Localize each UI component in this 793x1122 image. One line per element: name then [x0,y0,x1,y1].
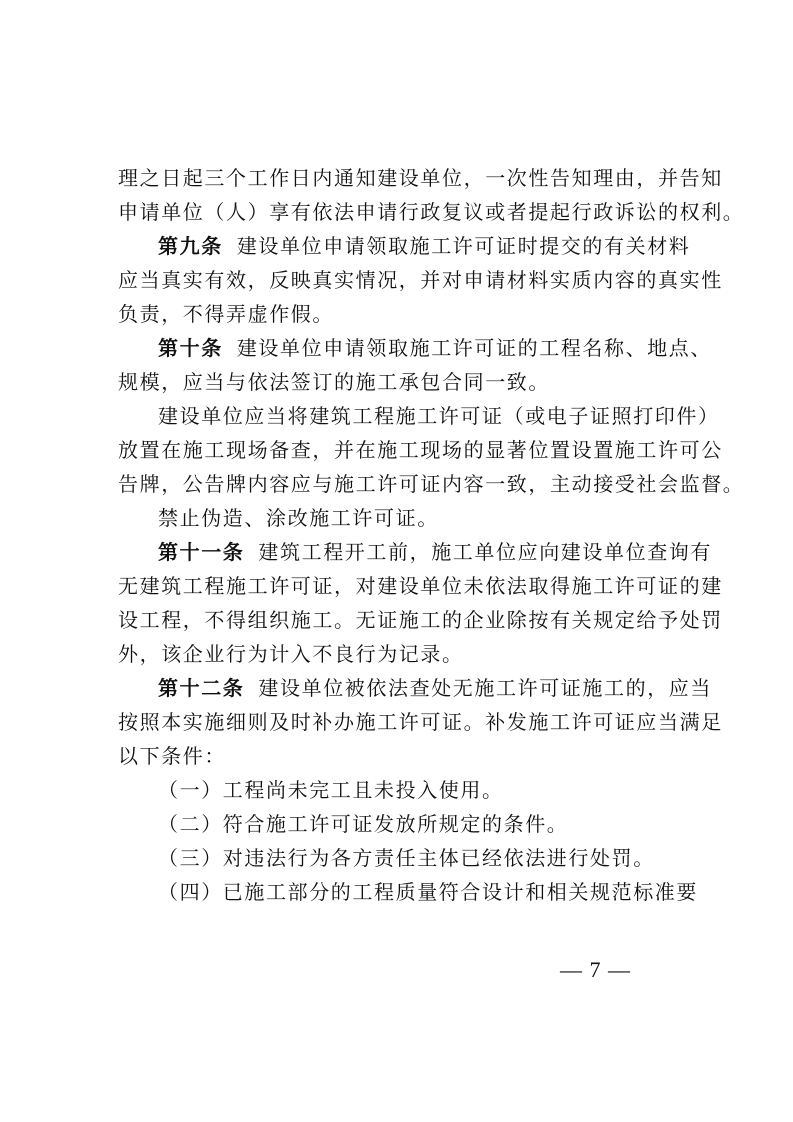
article-12-first-line [118,671,713,705]
text-line: 建设单位被依法查处无施工许可证施工的，应当 [258,676,713,700]
text-line: 建设单位应当将建筑工程施工许可证（或电子证照打印件） [158,404,720,428]
text-line: 规模，应当与依法签订的施工承包合同一致。 [118,370,550,394]
text-line: 无建筑工程施工许可证，对建设单位未依法取得施工许可证的建 [118,574,723,598]
article-heading: 第十二条 [158,676,245,700]
list-item: （二）符合施工许可证发放所规定的条件。 [158,812,569,836]
text-line: 建设单位申请领取施工许可证时提交的有关材料 [236,234,691,258]
text-line: 告牌，公告牌内容应与施工许可证内容一致，主动接受社会监督。 [118,472,745,496]
text-line: 负责，不得弄虚作假。 [118,302,334,326]
article-heading: 第九条 [158,234,223,258]
list-item: （一）工程尚未完工且未投入使用。 [158,778,504,802]
article-9-first-line [118,229,691,263]
page-number: — 7 — [560,957,631,982]
text-line: 申请单位（人）享有依法申请行政复议或者提起行政诉讼的权利。 [118,200,745,224]
text-line: 设工程，不得组织施工。无证施工的企业除按有关规定给予处罚 [118,608,723,632]
list-item: （四）已施工部分的工程质量符合设计和相关规范标准要 [158,880,698,904]
document-body [118,161,745,909]
article-11-first-line [118,535,713,569]
text-line: 建设单位申请领取施工许可证的工程名称、地点、 [236,336,713,360]
article-heading: 第十一条 [158,540,245,564]
text-line: 建筑工程开工前，施工单位应向建设单位查询有 [258,540,713,564]
text-line: 放置在施工现场备查，并在施工现场的显著位置设置施工许可公 [118,438,723,462]
text-line: 以下条件： [118,744,226,768]
text-line: 理之日起三个工作日内通知建设单位，一次性告知理由，并告知 [118,166,723,190]
list-item: （三）对违法行为各方责任主体已经依法进行处罚。 [158,846,655,870]
text-line: 应当真实有效，反映真实情况，并对申请材料实质内容的真实性 [118,268,723,292]
text-line: 禁止伪造、涂改施工许可证。 [158,506,439,530]
article-heading: 第十条 [158,336,223,360]
article-10-first-line [118,331,713,365]
text-line: 外，该企业行为计入不良行为记录。 [118,642,464,666]
text-line: 按照本实施细则及时补办施工许可证。补发施工许可证应当满足 [118,710,723,734]
